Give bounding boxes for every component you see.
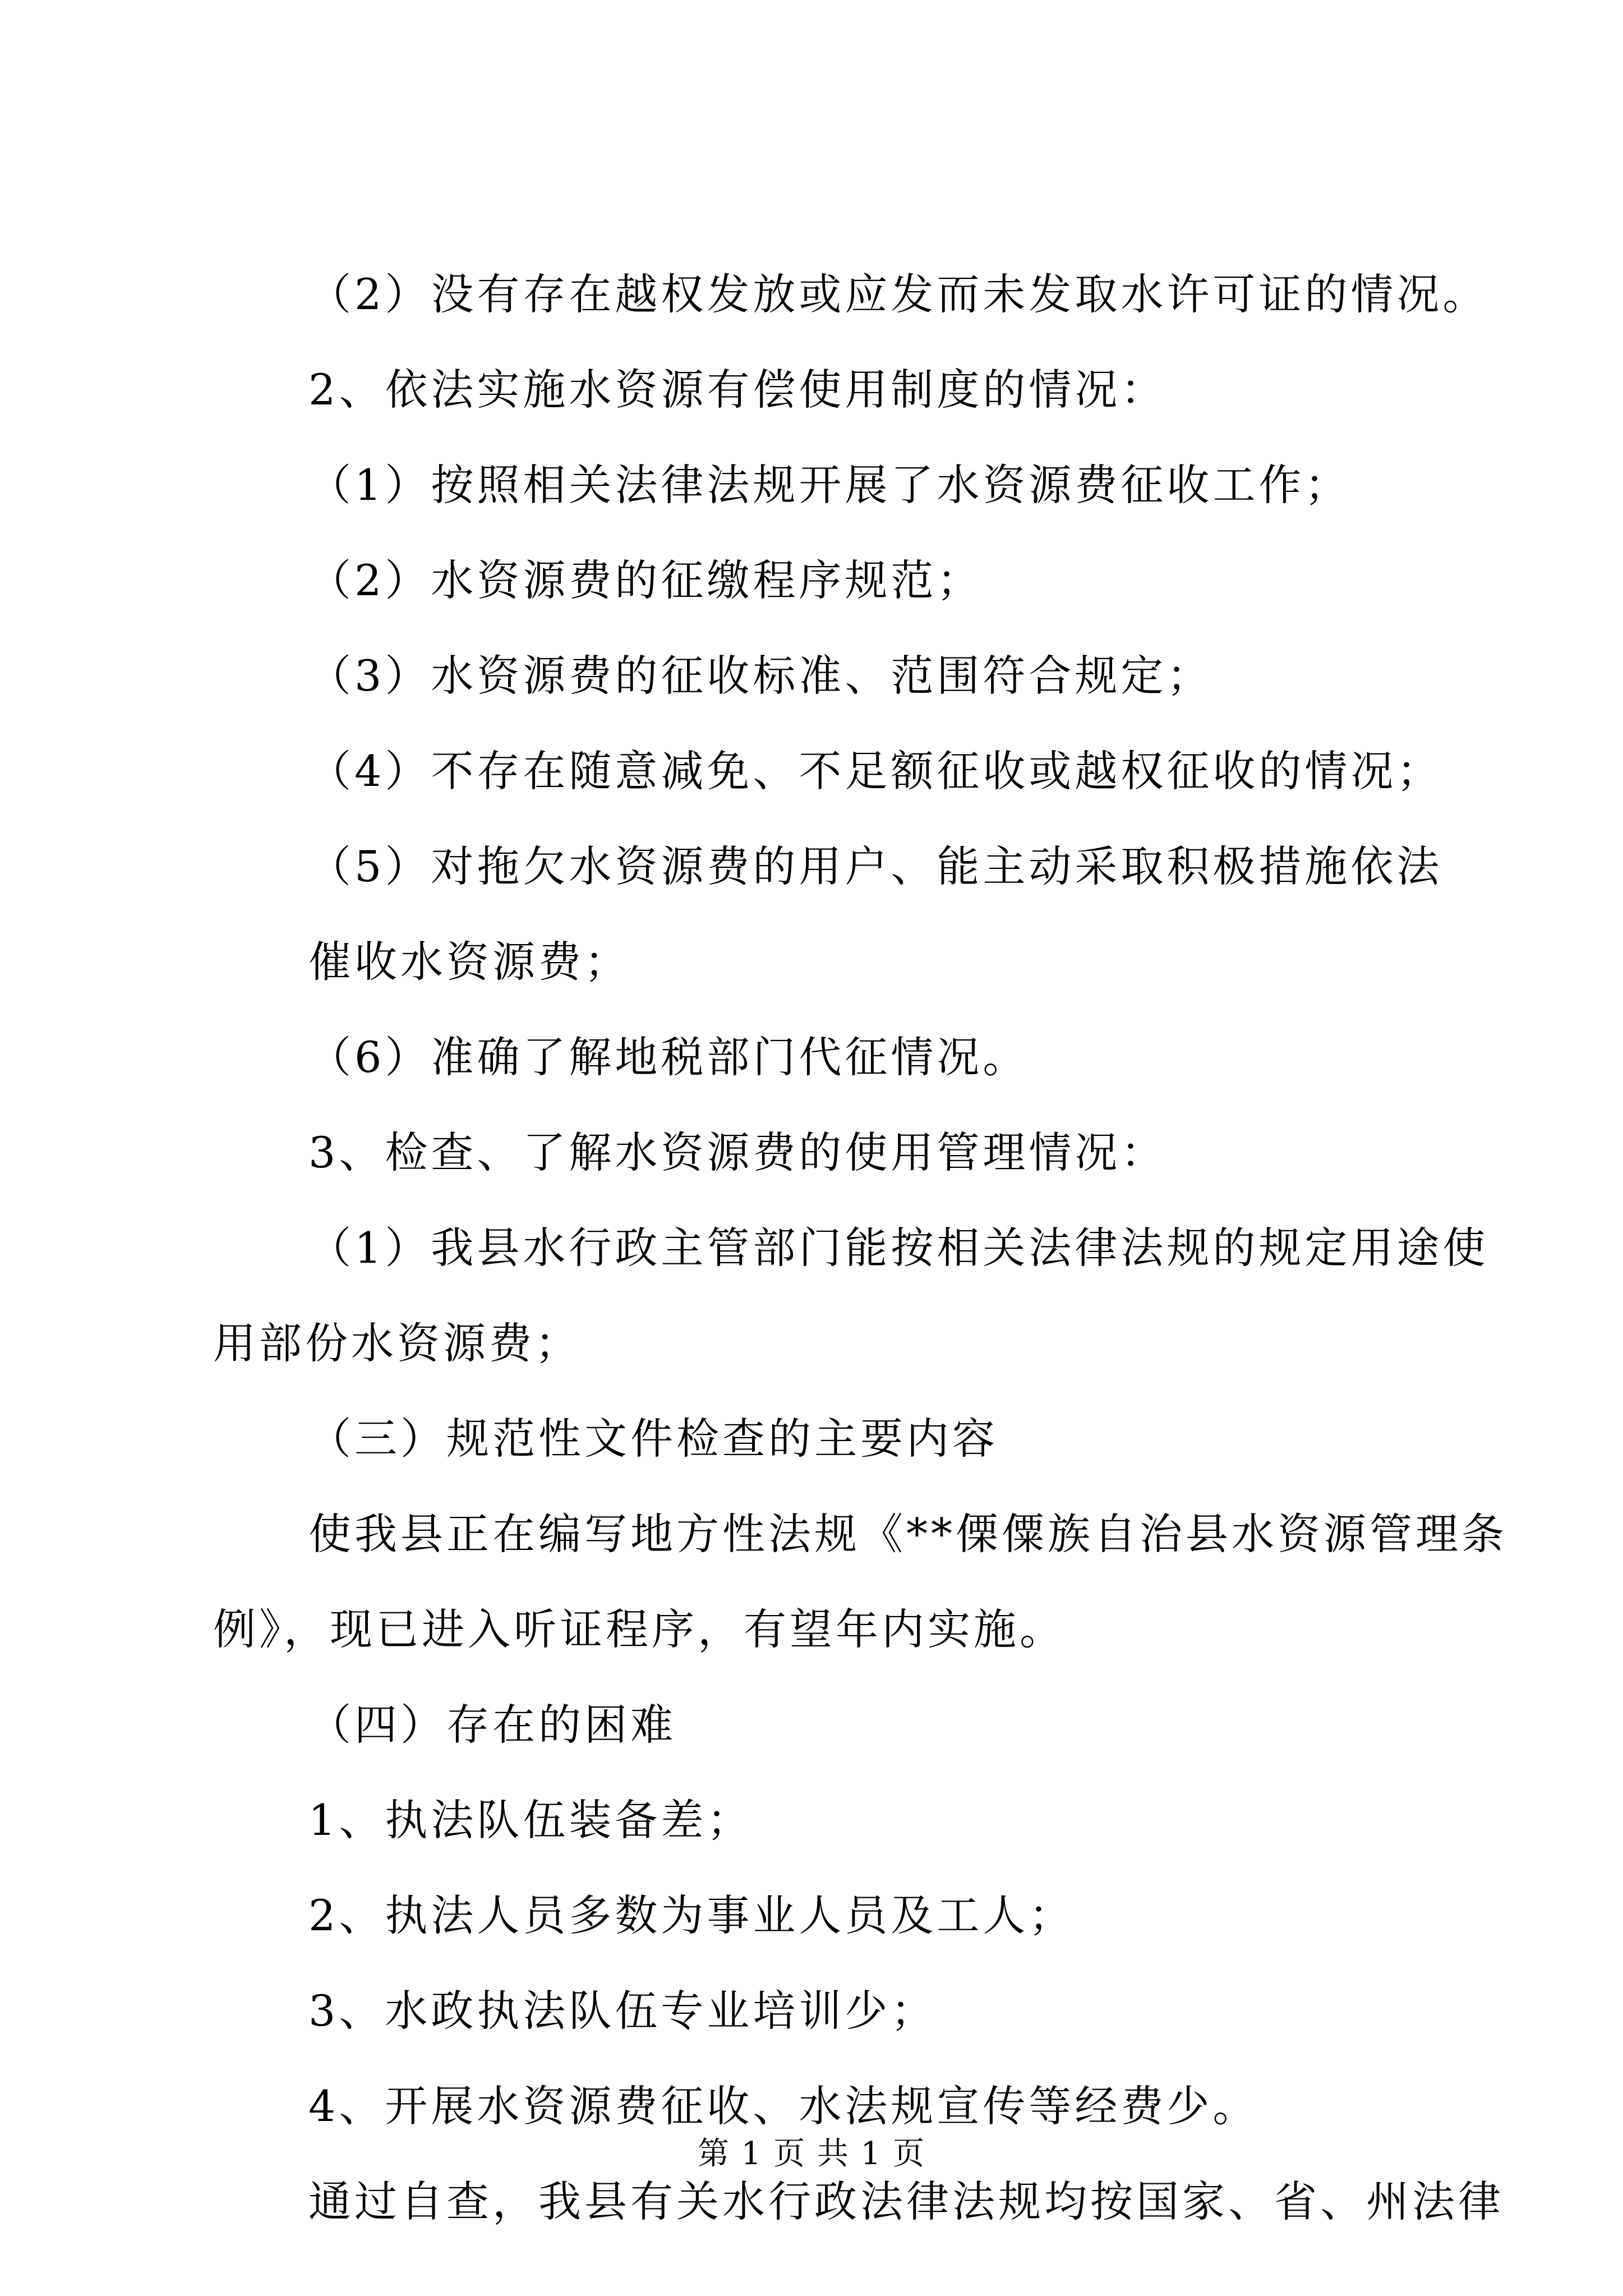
paragraph-line: 使我县正在编写地方性法规《**傈僳族自治县水资源管理条 bbox=[308, 1509, 1507, 1559]
paragraph-line: 1、执法队伍装备差； bbox=[308, 1795, 753, 1845]
paragraph-line: 通过自查，我县有关水行政法律法规均按国家、省、州法律 bbox=[308, 2177, 1504, 2226]
paragraph-line: 3、水政执法队伍专业培训少； bbox=[308, 1986, 937, 2036]
paragraph-line: （5）对拖欠水资源费的用户、能主动采取积极措施依法 bbox=[308, 841, 1443, 891]
paragraph-line: 2、执法人员多数为事业人员及工人； bbox=[308, 1890, 1075, 1940]
paragraph-line: （2）没有存在越权发放或应发而未发取水许可证的情况。 bbox=[308, 269, 1489, 319]
paragraph-line: （4）不存在随意减免、不足额征收或越权征收的情况； bbox=[308, 746, 1443, 796]
paragraph-line: 用部份水资源费； bbox=[213, 1318, 581, 1368]
paragraph-line: 2、依法实施水资源有偿使用制度的情况： bbox=[308, 365, 1167, 415]
paragraph-line: 催收水资源费； bbox=[308, 937, 630, 987]
page-footer bbox=[0, 2132, 1623, 2177]
section-heading: （四）存在的困难 bbox=[308, 1700, 676, 1750]
paragraph-line: 4、开展水资源费征收、水法规宣传等经费少。 bbox=[308, 2081, 1259, 2131]
paragraph-line: （2）水资源费的征缴程序规范； bbox=[308, 555, 983, 605]
section-heading: （三）规范性文件检查的主要内容 bbox=[308, 1414, 998, 1464]
paragraph-line: （3）水资源费的征收标准、范围符合规定； bbox=[308, 651, 1213, 701]
document-body bbox=[213, 247, 1507, 2249]
paragraph-line: （6）准确了解地税部门代征情况。 bbox=[308, 1032, 1029, 1082]
paragraph-line: （1）我县水行政主管部门能按相关法律法规的规定用途使 bbox=[308, 1223, 1489, 1273]
paragraph-line: （1）按照相关法律法规开展了水资源费征收工作； bbox=[308, 460, 1351, 510]
page-number-label: 第 1 页 共 1 页 bbox=[697, 2136, 926, 2172]
paragraph-line: 3、检查、了解水资源费的使用管理情况： bbox=[308, 1128, 1167, 1177]
paragraph-line: 例》，现已进入听证程序，有望年内实施。 bbox=[213, 1604, 1066, 1654]
